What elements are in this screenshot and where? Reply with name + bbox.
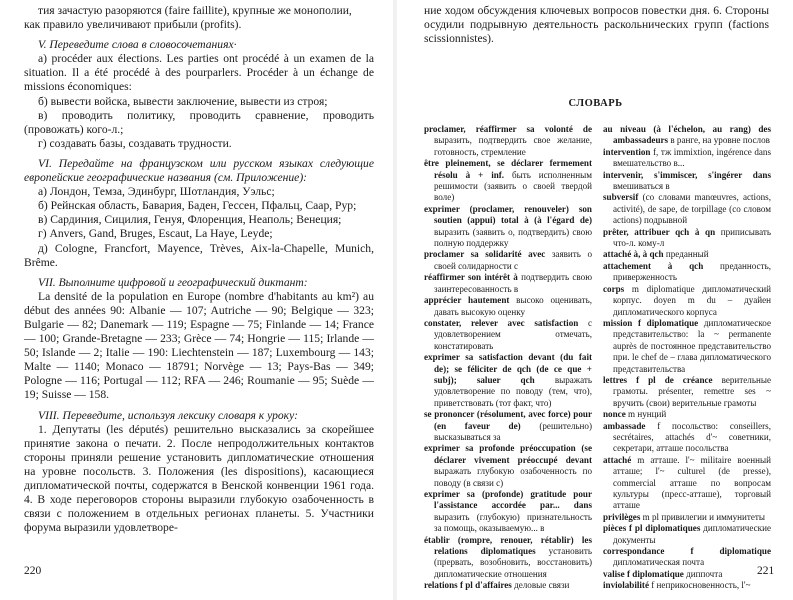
dictionary-definition: с удовлетворением отмечать, констатировать: [434, 317, 593, 351]
exercise-title: VIII. Переведите, используя лексику словаря к уроку:: [38, 408, 298, 422]
dictionary-term: exprimer sa (profonde) gratitude pour l'assistance accordée par... dans: [424, 489, 592, 511]
dictionary-definition: дипломатические документы: [613, 523, 772, 545]
dictionary-definition: выражать глубокую озабоченность по поводу (в связи с): [434, 466, 592, 488]
dictionary-term: inviolabilité: [603, 580, 649, 591]
dictionary-definition: m атташе. l'~ militaire военный атташе; l'~ culturel (de presse), commercial атташе по вопросам культуры (пресс-атташе), торговый атташе: [613, 454, 771, 511]
dictionary-entry: [603, 284, 771, 318]
dictionary-definition: f, тж immixtion, ingérence dans вмешательство в...: [613, 146, 771, 169]
dictionary-definition: выразить (заявить о, подтвердить) свою полную поддержку: [434, 226, 592, 249]
dictionary-term: se prononcer (résolument, avec force) pour (en faveur de): [424, 409, 592, 431]
dictionary-entry: [603, 580, 771, 591]
dictionary-term: pièces f pl diplomatiques: [603, 523, 701, 534]
paragraph: а) procéder aux élections. Les parties ont procédé à un examen de la situation. Il a été procédé à des pourparlers. Procéder à un échange de missions économiques:: [24, 52, 374, 94]
dictionary-definition: m pl привилегии и иммунитеты: [640, 511, 765, 522]
dictionary-definition: высоко оценивать, давать высокую оценку: [434, 295, 592, 317]
dictionary-definition: (со словами manœuvres, actions, activité), de sape, de torpillage (со словом actions) подрывной: [613, 192, 771, 226]
dictionary-term: subversif: [603, 192, 639, 203]
dictionary-definition: диппочта: [683, 568, 723, 579]
dictionary-term: corps: [603, 283, 625, 294]
exercise-title: V. Переведите слова в словосочетаниях·: [38, 38, 237, 52]
dictionary-definition: преданный: [663, 249, 709, 260]
dictionary-definition: дипломатическое представительство: la ~ permanente auprès de постоянное представительство при. le chef de – глава дипломатического представительства: [613, 317, 771, 374]
dictionary-entry: [603, 227, 771, 250]
dictionary-term: exprimer sa profonde préoccupation (se déclarer vivement préoccupé devant: [424, 443, 592, 465]
dictionary-term: attaché à, à qch: [603, 249, 664, 260]
dictionary-definition: f посольство: conseillers, secrétaires, attachés d'~ советники, секретари, атташе посольства: [613, 420, 771, 454]
dictionary-term: intervention: [603, 146, 651, 157]
exercise-title: VI. Передайте на французском или русском языках следующие европейские географические названия (см. Приложение):: [24, 156, 374, 185]
dictionary-term: exprimer (proclamer, renouveler) son soutien (appui) total à (à l'égard de): [424, 203, 592, 226]
dictionary-entry: [603, 523, 771, 546]
paragraph: г) Anvers, Gand, Bruges, Escaut, La Haye, Leyde;: [38, 227, 273, 241]
dictionary-definition: заявить о своей солидарности с: [434, 249, 593, 271]
dictionary-entry: [424, 535, 592, 581]
paragraph: ние ходом обсуждения ключевых вопросов повестки дня. 6. Стороны осудили подрывную деятельность раскольнических групп (factions scissionnistes).: [424, 4, 769, 46]
dictionary-term: apprécier hautement: [424, 295, 510, 306]
dictionary-entry: [424, 249, 592, 272]
dictionary-term: être pleinement, se déclarer fermement résolu à + inf.: [424, 158, 592, 180]
dictionary-entry: [424, 409, 592, 443]
dictionary-definition: дипломатическая почта: [613, 557, 705, 568]
paragraph: в) Сардиния, Сицилия, Генуя, Флоренция, Неаполь; Венеция;: [38, 213, 342, 227]
dictionary-definition: f неприкосновенность, l'~: [648, 580, 751, 591]
dictionary-definition: быть исполненным решимости (заявить о своей твердой воле): [434, 169, 593, 203]
exercise-title: VII. Выполните цифровой и географический диктант:: [38, 275, 308, 289]
dictionary-term: proclamer sa solidarité avec: [424, 249, 546, 260]
paragraph: а) Лондон, Темза, Эдинбург, Шотландия, Уэльс;: [38, 185, 275, 199]
page-number: 220: [24, 565, 42, 577]
dictionary-definition: m diplomatique дипломатический корпус. doyen m du – дуайен дипломатического корпуса: [613, 283, 771, 317]
dictionary-term: constater, relever avec satisfaction: [424, 317, 579, 328]
dictionary-definition: выразить, подтвердить свое желание, готовность, стремление: [434, 135, 592, 157]
page-number: 221: [757, 565, 775, 577]
dictionary-entry: [424, 352, 592, 409]
dictionary-definition: (решительно) высказываться за: [434, 420, 592, 442]
dictionary-entry: [603, 546, 771, 569]
book-gutter: [393, 0, 397, 600]
dictionary-entry: [603, 512, 771, 523]
dictionary-entry: [424, 272, 592, 295]
paragraph: La densité de la population en Europe (nombre d'habitants au km²) au début des années 90: Albanie — 107; Autriche — 90; Belgique — 323; Bulgarie — 82; Danemark — 119; Espagne — 75; Finlande — 14; France — 100; Grande-Bretagne — 233; Grèce — 74; Hongrie — 115; Irlande — 50; Islande — 2; Italie — 190: Liechtenstein — 187; Luxembourg — 143; Malte — 1140; Monaco — 18791; Norvège — 13; Pays-Bas — 349; Pologne — 116; Portugal — 112; RFA — 246; Roumanie — 95; Suède — 19; Suisse — 158.: [24, 289, 374, 402]
dictionary-entry: [603, 318, 771, 375]
text-line: тия зачастую разоряются (faire faillite), крупные же монополии,: [38, 4, 352, 17]
dictionary-term: mission f diplomatique: [603, 317, 699, 328]
dictionary-term: établir (rompre, renouer, rétablir) les relations diplomatiques: [424, 534, 592, 557]
dictionary-definition: m нунций: [625, 409, 667, 420]
dictionary-entry: [603, 375, 771, 409]
paragraph: д) Cologne, Francfort, Mayence, Trèves, Aix-la-Chapelle, Munich, Brême.: [24, 241, 374, 269]
dictionary-entry: [603, 421, 771, 455]
dictionary-term: réaffirmer son intérêt à: [424, 272, 518, 283]
paragraph: г) создавать базы, создавать трудности.: [38, 136, 232, 150]
dictionary-entry: [603, 409, 771, 420]
dictionary-term: exprimer sa satisfaction devant (du fait de); se féliciter de qch (de ce que + subj); saluer qch: [424, 352, 592, 385]
dictionary-entry: [424, 489, 592, 535]
dictionary-term: privilèges: [603, 511, 641, 522]
text-line: как правило увеличивают прибыли (profits).: [24, 18, 242, 32]
dictionary-term: au niveau (à l'échelon, au rang) des ambassadeurs: [603, 124, 771, 146]
left-page-text: [24, 4, 374, 535]
paragraph: б) Рейнская область, Бавария, Баден, Гессен, Пфальц, Саар, Рур;: [38, 199, 357, 213]
dictionary-term: valise f diplomatique: [603, 568, 684, 579]
dictionary-title: СЛОВАРЬ: [568, 98, 623, 109]
right-page: [398, 0, 793, 600]
dictionary-entry: [603, 249, 771, 260]
dictionary-entry: [603, 124, 771, 147]
dictionary-definition: подтвердить свою заинтересованность в: [434, 272, 592, 294]
dictionary-definition: выразить (глубокую) признательность за помощь, оказываемую... в: [434, 511, 592, 534]
dictionary-entry: [603, 192, 771, 226]
dictionary-entry: [424, 443, 592, 489]
dictionary-entry: [603, 455, 771, 512]
paragraph: в) проводить политику, проводить сравнение, проводить (провожать) кого-л.;: [24, 108, 374, 136]
dictionary-definition: деловые связи: [511, 580, 570, 591]
dictionary-term: nonce: [603, 409, 626, 420]
dictionary-entry: [424, 580, 592, 591]
dictionary-term: ambassade: [603, 420, 646, 431]
right-page-text: [424, 4, 769, 46]
dictionary-definition: выражать удовлетворение по поводу (тем, что), приветствовать (тот факт, что): [434, 374, 593, 408]
dictionary-definition: верительные грамоты. présenter, remettre ses ~ вручить (свои) верительные грамоты: [613, 374, 771, 408]
dictionary-entry: [424, 295, 592, 318]
dictionary-term: relations f pl d'affaires: [424, 580, 512, 591]
dictionary-definition: преданность, приверженность: [613, 260, 771, 283]
dictionary-entry: [603, 170, 771, 193]
dictionary-column-2: [603, 124, 771, 592]
dictionary-term: lettres f pl de créance: [603, 374, 713, 385]
dictionary-entry: [603, 147, 771, 170]
dictionary-definition: в ранге, на уровне послов: [668, 135, 770, 146]
dictionary-definition: приписывать что-л. кому-л: [613, 226, 772, 249]
paragraph: б) вывести войска, вывести заключение, вывести из строя;: [38, 94, 328, 108]
dictionary-term: attaché: [603, 454, 632, 465]
dictionary-entry: [603, 261, 771, 284]
dictionary-entry: [424, 204, 592, 250]
dictionary-term: proclamer, réaffirmer sa volonté de: [424, 124, 592, 134]
dictionary-column-1: [424, 124, 592, 592]
paragraph: 1. Депутаты (les députés) решительно высказались за скорейшее принятие закона о печати. 2. После непродолжительных контактов стороны приняли решение установить дипломатические отношения на уровне посольств. 3. Положения (les dispositions), касающиеся дипломатической почты, содержатся в Венской конвенции 1961 года. 4. В ходе переговоров стороны выразили глубокую озабоченность в связи с положением в отдельных регионах планеты. 5. Участники форума выразили удовлетворе-: [24, 422, 374, 535]
dictionary-definition: вмешиваться в: [613, 181, 670, 192]
dictionary-term: intervenir, s'immiscer, s'ingérer dans: [603, 169, 771, 180]
dictionary-entry: [603, 569, 771, 580]
dictionary-definition: установить (прервать, возобновить, восстановить) дипломатические отношения: [434, 546, 592, 579]
dictionary-entry: [424, 158, 592, 204]
dictionary-entry: [424, 124, 592, 158]
dictionary-term: attachement à qch: [603, 260, 704, 271]
dictionary-term: correspondance f diplomatique: [603, 546, 771, 557]
left-page: [0, 0, 392, 600]
dictionary-entry: [424, 318, 592, 352]
dictionary-term: prêter, attribuer qch à qn: [603, 226, 716, 237]
